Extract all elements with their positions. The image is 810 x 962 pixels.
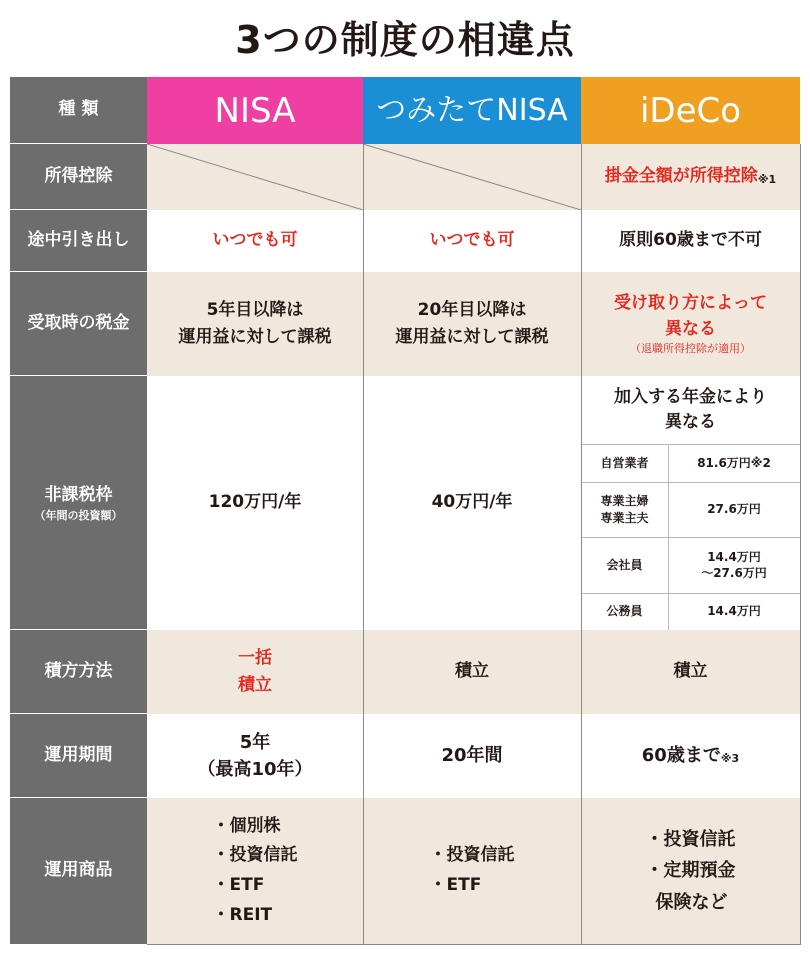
- grid-line-bottom: [147, 944, 801, 945]
- subtable-who-3: 会社員: [606, 557, 643, 572]
- products-nisa-item: ・個別株: [212, 815, 281, 836]
- products-ideco-item: ・投資信託: [645, 828, 736, 850]
- period-ideco-note: ※3: [720, 752, 740, 766]
- period-nisa-line2: （最高10年）: [197, 759, 313, 780]
- subtable-amount-3-line1: 14.4万円: [707, 549, 761, 564]
- row-label-withdrawal: 途中引き出し: [10, 210, 147, 272]
- products-tsumitate-list: [430, 841, 515, 901]
- method-nisa-line2: 積立: [238, 675, 272, 695]
- products-nisa-list: [213, 812, 298, 931]
- limit-tsumitate: 40万円/年: [363, 376, 581, 630]
- subtable-who-1: 自営業者: [600, 455, 649, 470]
- tax-tsumitate-line2: 運用益に対して課税: [395, 327, 549, 347]
- period-nisa: [147, 714, 363, 798]
- period-ideco-text: 60歳まで: [641, 744, 721, 766]
- subtable-amount-4: 14.4万円: [707, 604, 761, 619]
- subtable-who-4: 公務員: [606, 604, 643, 619]
- limit-label-text: 非課税枠: [44, 484, 113, 505]
- subtable-amount-3-line2: ～27.6万円: [701, 566, 767, 580]
- tax-ideco-sub: （退職所得控除が適用）: [630, 342, 751, 356]
- row-label-products: 運用商品: [10, 798, 147, 944]
- header-label-type: 種 類: [10, 77, 147, 144]
- products-tsumitate-item: ・投資信託: [429, 845, 515, 866]
- products-nisa-item: ・ETF: [212, 875, 265, 895]
- tax-nisa: [147, 272, 363, 376]
- tax-tsumitate-line1: 20年目以降は: [417, 299, 527, 320]
- limit-ideco-heading: [581, 376, 800, 444]
- products-nisa-item: ・REIT: [212, 904, 273, 925]
- period-ideco: [581, 714, 800, 798]
- subtable-amount-1: 81.6万円※2: [697, 455, 771, 470]
- tax-nisa-line2: 運用益に対して課税: [178, 327, 332, 347]
- row-label-tax: 受取時の税金: [10, 272, 147, 376]
- products-tsumitate: [363, 798, 581, 944]
- subtable-who-2: [581, 482, 668, 537]
- withdrawal-nisa: いつでも可: [147, 210, 363, 272]
- page-title: 3つの制度の相違点: [235, 17, 575, 62]
- tax-tsumitate: [363, 272, 581, 376]
- products-tsumitate-item: ・ETF: [429, 875, 482, 895]
- tax-nisa-line1: 5年目以降は: [206, 299, 304, 320]
- products-ideco-item: 保険など: [655, 891, 728, 913]
- method-ideco: 積立: [581, 630, 800, 714]
- limit-nisa: 120万円/年: [147, 376, 363, 630]
- limit-ideco-line2: 異なる: [665, 412, 716, 432]
- period-tsumitate: 20年間: [363, 714, 581, 798]
- row-label-deduction: 所得控除: [10, 144, 147, 210]
- subtable-who-2-line2: 専業主夫: [600, 510, 649, 525]
- grid-line-col-2: [363, 144, 364, 944]
- subtable-who-2-line1: 専業主婦: [600, 494, 649, 509]
- grid-line-col-3: [581, 144, 582, 944]
- column-header-nisa: NISA: [147, 77, 363, 144]
- tax-ideco-line2: 異なる: [665, 318, 716, 339]
- row-label-method: 積方方法: [10, 630, 147, 714]
- deduction-ideco-text: 掛金全額が所得控除: [604, 166, 758, 187]
- subtable-amount-3: [668, 537, 800, 593]
- products-nisa: [147, 798, 363, 944]
- row-label-limit: [10, 376, 147, 630]
- limit-ideco-line1: 加入する年金により: [614, 386, 767, 407]
- subtable-amount-2: 27.6万円: [707, 502, 761, 517]
- method-nisa-line1: 一括: [238, 647, 272, 668]
- column-header-tsumitate-nisa: つみたてNISA: [363, 77, 581, 144]
- products-ideco-list: [646, 824, 736, 919]
- products-nisa-item: ・投資信託: [212, 845, 298, 866]
- limit-label-sub: （年間の投資額）: [34, 508, 123, 522]
- method-nisa: [147, 630, 363, 714]
- tax-ideco: [581, 272, 800, 376]
- products-ideco: [581, 798, 800, 944]
- method-tsumitate: 積立: [363, 630, 581, 714]
- deduction-ideco: [581, 144, 800, 210]
- tax-ideco-line1: 受け取り方によって: [614, 293, 767, 314]
- withdrawal-tsumitate: いつでも可: [363, 210, 581, 272]
- withdrawal-ideco: 原則60歳まで不可: [581, 210, 800, 272]
- not-applicable-diagonal-lines: [147, 144, 581, 210]
- row-label-period: 運用期間: [10, 714, 147, 798]
- deduction-ideco-note: ※1: [757, 173, 777, 187]
- grid-line-right: [800, 144, 801, 944]
- products-ideco-item: ・定期預金: [645, 860, 736, 882]
- period-nisa-line1: 5年: [239, 732, 271, 753]
- column-header-ideco: iDeCo: [581, 77, 800, 144]
